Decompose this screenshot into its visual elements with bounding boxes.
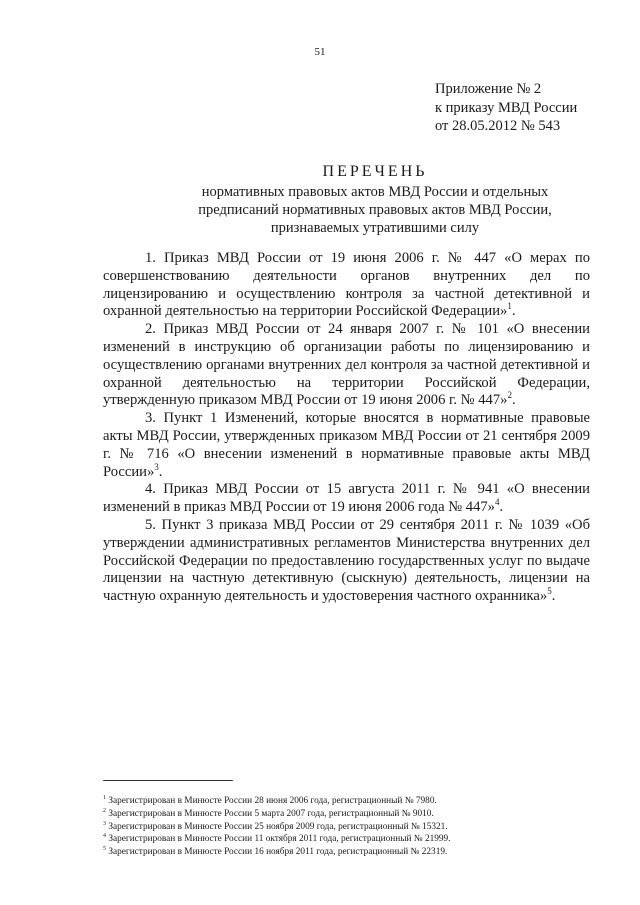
footnote-text: Зарегистрирован в Минюсте России 5 марта 2007 года, регистрационный № 9010. <box>108 808 434 819</box>
title-block <box>0 161 640 237</box>
list-item <box>103 321 590 410</box>
list-item-text: 3. Пункт 1 Изменений, которые вносятся в нормативные правовые акты МВД России, утвержденных приказом МВД России от 21 сентября 2009 г. № 716 «О внесении изменений в нормативные правовые акты МВД России» <box>103 410 590 480</box>
footnote <box>103 808 451 821</box>
list-item-end: . <box>511 392 516 409</box>
footnote-text: Зарегистрирован в Минюсте России 28 июня 2006 года, регистрационный № 7980. <box>108 796 437 806</box>
footnotes <box>103 795 451 859</box>
subtitle-line: нормативных правовых актов МВД России и отдельных <box>201 184 549 200</box>
list-item-text: 2. Приказ МВД России от 24 января 2007 г. № 101 «О внесении изменений в инструкцию об организации работы по лицензированию и осуществлению органами внутренних дел контроля за частной детективной и охранной деятельностью на территории Российской Федерации, утвержденную приказом МВД России от 19 июня 2006 г. № 447» <box>103 321 590 409</box>
footnote-text: Зарегистрирован в Минюсте России 16 ноября 2011 года, регистрационный № 22319. <box>108 847 448 858</box>
footnote-ref: 2 <box>507 390 512 401</box>
footnote <box>103 795 451 808</box>
footnote-text: Зарегистрирован в Минюсте России 25 ноября 2009 года, регистрационный № 15321. <box>108 821 448 832</box>
list-item-text: 1. Приказ МВД России от 19 июня 2006 г. № 447 «О мерах по совершенствованию деятельности органов внутренних дел по лицензированию и осуществлению контроля за частной детективной и охранной деятельностью на территории Российской Федерации» <box>103 250 590 320</box>
subtitle-line: предписаний нормативных правовых актов МВД России, <box>198 202 552 218</box>
document-subtitle <box>0 183 640 237</box>
list-item <box>103 517 590 606</box>
document-title: ПЕРЕЧЕНЬ <box>322 163 428 180</box>
list-item <box>103 481 590 517</box>
list-item-end: . <box>511 303 516 320</box>
footnote <box>103 846 451 859</box>
list-item-text: 4. Приказ МВД России от 15 августа 2011 г. № 941 «О внесении изменений в приказ МВД России от 19 июня 2006 года № 447» <box>103 481 590 516</box>
footnote-ref: 5 <box>547 586 552 597</box>
footnote-text: Зарегистрирован в Минюсте России 11 октября 2011 года, регистрационный № 21999. <box>108 834 451 845</box>
appendix-line: к приказу МВД России <box>435 99 578 116</box>
footnote-ref: 3 <box>154 461 159 472</box>
list-item-end: . <box>499 499 504 516</box>
appendix-line: Приложение № 2 <box>435 81 542 97</box>
list-item <box>103 250 590 321</box>
footnote-ref: 1 <box>507 301 512 312</box>
footnote-ref: 4 <box>494 497 500 508</box>
footnote-mark: 2 <box>103 807 106 814</box>
appendix-line: от 28.05.2012 № 543 <box>435 118 561 134</box>
list-item-end: . <box>158 463 163 480</box>
list-item-text: 5. Пункт 3 приказа МВД России от 29 сентября 2011 г. № 1039 «Об утверждении административных регламентов Министерства внутренних дел Российской Федерации по предоставлению государственных услуг по выдаче лицензии на частную детективную (сыскную) деятельность, лицензии на частную охранную деятельность и удостоверения частного охранника» <box>103 516 590 605</box>
subtitle-line: признаваемых утратившими силу <box>270 220 480 236</box>
document-body <box>103 250 590 606</box>
footnote-mark: 5 <box>103 846 106 853</box>
footnote-mark: 4 <box>103 833 106 840</box>
footnote <box>103 821 451 834</box>
list-item <box>103 410 590 481</box>
appendix-header <box>435 80 577 136</box>
footnote-mark: 3 <box>103 820 106 827</box>
page-number: 51 <box>314 46 326 58</box>
footnote-mark: 1 <box>103 794 106 801</box>
footnote-divider <box>103 780 233 781</box>
footnote <box>103 833 451 846</box>
list-item-end: . <box>551 588 556 605</box>
